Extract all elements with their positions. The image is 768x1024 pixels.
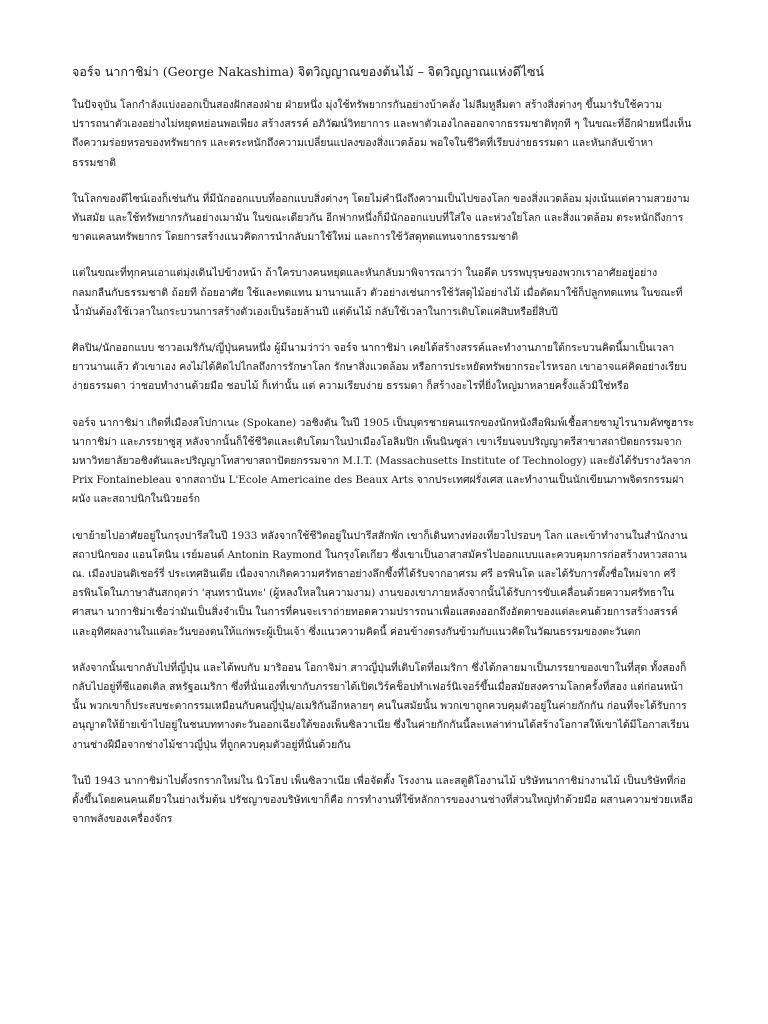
paragraph-8: ในปี 1943 นากาชิม่าไปตั้งรกรากใหม่ใน นิวโฮป เพ็นซิลวาเนีย เพื่อจัดตั้ง โรงงาน และสตูดิโองานไม้ บริษัทนากาชิม่างานไม้ เป็นบริษัทที่ก่อตั้งขึ้นโดยคนคนเดียวในย่างเริ่มต้น ปรัชญาของบริษัทเขาก็คือ การทำงานที่ใช้หลักการของงานช่างที่ส่วนใหญ่ทำด้วยมือ ผสานความช่วยเหลือจากพลังของเครื่องจักร — [72, 774, 694, 826]
paragraph-4: ศิลปิน/นักออกแบบ ชาวอเมริกัน/ญี่ปุ่นคนหนึ่ง ผู้มีนามว่าว่า จอร์จ นากาชิม่า เคยได้สร้างสรรค์และทำงานภายใต้กระบวนคิดนี้มาเป็นเวลายาวนานแล้ว ตัวเขาเอง คงไม่ได้คิดไปไกลถึงการรักษาโลก รักษาสิ่งแวดล้อม หรือการประหยัดทรัพยากรอะไรหรอก เขาอาจแค่คิดอย่างเรียบง่ายธรรมดา ว่าชอบทำงานด้วยมือ ชอบไม้ ก็เท่านั้น แต่ ความเรียบง่าย ธรรมดา ก็สร้างอะไรที่ยิ่งใหญ่มาหลายครั้งแล้วมิใช่หรือ — [72, 342, 687, 393]
document-title: จอร์จ นากาชิม่า (George Nakashima) จิตวิญญาณของต้นไม้ – จิตวิญญาณแห่งดีไซน์ — [72, 64, 545, 79]
paragraph-1: ในปัจจุบัน โลกกำลังแบ่งออกเป็นสองฝักสองฝ่าย ฝ่ายหนึ่ง มุ่งใช้ทรัพยากรกันอย่างบ้าคลั่ง ไม่ลืมหูลืมตา สร้างสิ่งต่างๆ ขึ้นมารับใช้ความปรารถนาตัวเองอย่างไม่หยุดหย่อนพอเพียง สร้างสรรค์ อภิวัฒน์วิทยาการ และพาตัวเองไกลออกจากธรรมชาติทุกที ๆ ในขณะที่อีกฝ่ายหนึ่งเห็นถึงความร่อยหรอของทรัพยากร และตระหนักถึงความเปลี่ยนแปลงของสิ่งแวดล้อม พอใจในชีวิตที่เรียบง่ายธรรมดา และหันกลับเข้าหาธรรมชาติ — [72, 99, 692, 169]
paragraph-7: หลังจากนั้นเขากลับไปที่ญี่ปุ่น และได้พบกับ มาริออน โอกาจิม่า สาวญี่ปุ่นที่เติบโตที่อเมริกา ซึ่งได้กลายมาเป็นภรรยาของเขาในที่สุด ทั้งสองก็กลับไปอยู่ที่ซีแอตเติล สหรัฐอเมริกา ซึ่งที่นั่นเองที่เขากับภรรยาได้เปิดเวิร์คช็อปทำเฟอร์นิเจอร์ขึ้นเมื่อสมัยสงครามโลกครั้งที่สอง แต่ก่อนหน้านั้น พวกเขาก็ประสบชะตากรรมเหมือนกับคนญี่ปุ่น/อเมริกันอีกหลายๆ คนในสมัยนั้น พวกเขาถูกควบคุมตัวอยู่ในค่ายกักกัน ก่อนที่จะได้รับการอนุญาตให้ย้ายเข้าไปอยู่ในชนบททางตะวันออกเฉียงใต้ของเพ็นซิลวาเนีย ซึ่งในค่ายกักกันนี้ละเหล่าท่านได้สร้างโอกาสให้เขาได้มีโอกาสเรียนงานช่างฝีมือจากช่างไม้ชาวญี่ปุ่น ที่ถูกควบคุมตัวอยู่ที่นั่นด้วยกัน — [72, 661, 690, 751]
paragraph-3: แต่ในขณะที่ทุกคนเอาแต่มุ่งเดินไปข้างหน้า ถ้าใครบางคนหยุดและหันกลับมาพิจารณาว่า ในอดีต บรรพบุรุษของพวกเราอาศัยอยู่อย่างกลมกลืนกับธรรมชาติ ถ้อยที ถ้อยอาศัย ใช้และทดแทน มานานแล้ว ตัวอย่างเช่นการใช้วัสดุไม้อย่างไม้ เมื่อตัดมาใช้ก็ปลูกทดแทน ในขณะที่น้ำมันต้องใช้เวลาในกระบวนการสร้างตัวเองเป็นร้อยล้านปี แต่ต้นไม้ กลับใช้เวลาในการเติบโตแค่สิบหรือยี่สิบปี — [72, 267, 683, 318]
paragraph-6: เขาย้ายไปอาศัยอยู่ในกรุงปารีสในปี 1933 หลังจากใช้ชีวิตอยู่ในปารีสสักพัก เขาก็เดินทางท่องเที่ยวไปรอบๆ โลก และเข้าทำงานในสำนักงานสถาปนิกของ แอนโตนิน เรย์มอนด์ Antonin Raymond ในกรุงโตเกียว ซึ่งเขาเป็นอาสาสมัครไปออกแบบและควบคุมการก่อสร้างหาวสถาน ณ. เมืองปอนดิเชอร์รี่ ประเทศอินเดีย เนื่องจากเกิดความศรัทธาอย่างลึกซึ้งที่ได้รับจากอาศรม ศรี อรพินโด และได้รับการตั้งชื่อใหม่จาก ศรี อรพินโดในภาษาสันสกฤตว่า 'สุนทรานันทะ' (ผู้หลงใหลในความงาม) งานของเขาภายหลังจากนั้นได้รับการขับเคลื่อนด้วยความศรัทธาในศาสนา นากาชิม่าเชื่อว่ามันเป็นสิ่งจำเป็น ในการที่คนจะเราถ่ายทอดความปรารถนาเพื่อแสดงออกถึงอัตตาของแต่ละคนด้วยการสร้างสรรค์ และอุทิศผลงานในแต่ละวันของตนให้แก่พระผู้เป็นเจ้า ซึ่งแนวความคิดนี้ ค่อนข้างตรงกันข้ามกับแนวคิดในวัฒนธรรมของตะวันตก — [72, 529, 688, 638]
document-page — [72, 62, 696, 844]
paragraph-2: ในโลกของดีไซน์เองก็เช่นกัน ที่มีนักออกแบบที่ออกแบบสิ่งต่างๆ โดยไม่คำนึงถึงความเป็นไปของโลก ของสิ่งแวดล้อม มุ่งเน้นแต่ความสวยงาม ทันสมัย และใช้ทรัพยากรกันอย่างเมามัน ในขณะเดียวกัน อีกฟากหนึ่งก็มีนักออกแบบที่ใส่ใจ และห่วงใยโลก และสิ่งแวดล้อม ตระหนักถึงการขาดแคลนทรัพยากร โดยการสร้างแนวคิดการนำกลับมาใช้ใหม่ และการใช้วัสดุทดแทนจากธรรมชาติ — [72, 192, 690, 244]
paragraph-5: จอร์จ นากาชิม่า เกิดที่เมืองสโปกาเนะ (Spokane) วอชิงตัน ในปี 1905 เป็นบุตรชายคนแรกของนักหนังสือพิมพ์เชื้อสายซามูไรนามคัทซูฮาระ นากาชิม่า และภรรยาซูสุ หลังจากนั้นก็ใช้ชีวิตและเติบโตมาในป่าเมืองโอลิมปิก เพ็นนินซูล่า เขาเรียนจบปริญญาตรีสาขาสถาปัตยกรรมจากมหาวิทยาลัยวอชิงตันและปริญญาโทสาขาสถาปัตยกรรมจาก M.I.T. (Massachusetts Institute of Technology) และยังได้รับรางวัลจาก Prix Fontainebleau จากสถาบัน L'Ecole Americaine des Beaux Arts จากประเทศฝรั่งเศส และทำงานเป็นนักเขียนภาพจิตรกรรมฝาผนัง และสถาปนิกในนิวยอร์ก — [72, 416, 695, 506]
